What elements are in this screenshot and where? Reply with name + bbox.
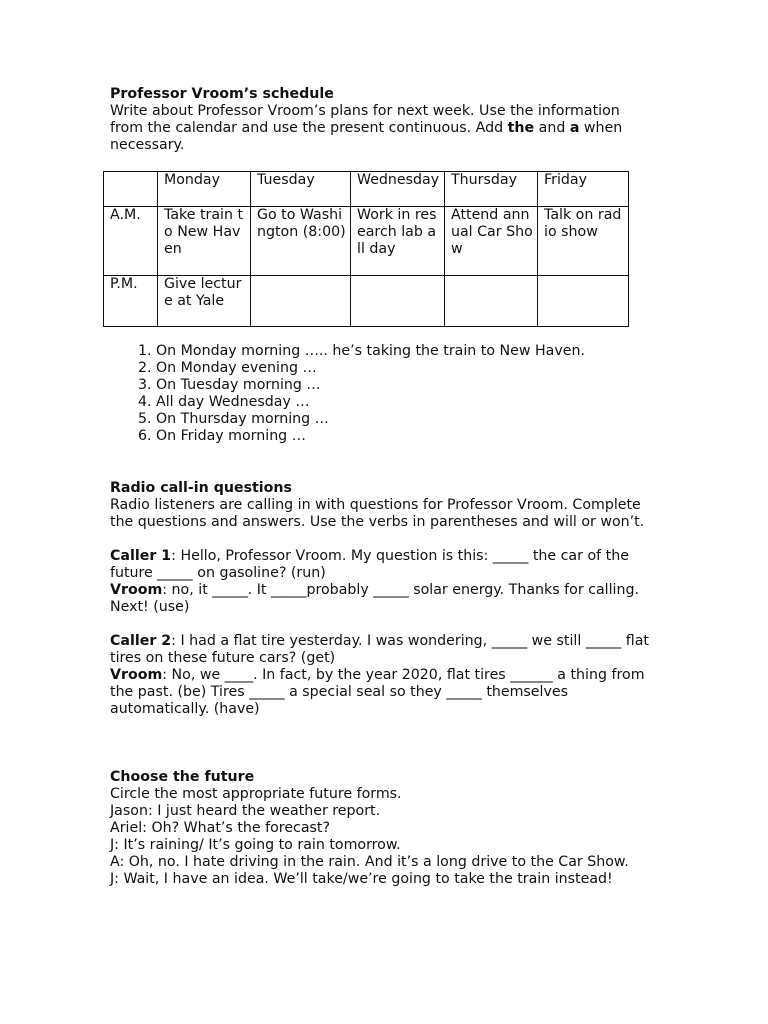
dialogue-line: J: It’s raining/ It’s going to rain tomorrow. bbox=[110, 837, 401, 853]
instructions-and: and bbox=[534, 120, 570, 136]
table-cell: Attend annual Car Show bbox=[445, 207, 538, 276]
table-cell: Take train to New Haven bbox=[158, 207, 251, 276]
list-item: 5. On Thursday morning … bbox=[156, 411, 585, 428]
table-cell bbox=[251, 276, 351, 327]
table-row bbox=[104, 207, 629, 276]
caller1-text: : Hello, Professor Vroom. My question is this: _____ the car of the future _____ on gasoline? (run) bbox=[110, 548, 629, 581]
vroom1-text: : no, it _____. It _____probably _____ solar energy. Thanks for calling. Next! (use) bbox=[110, 582, 639, 615]
vroom2-label: Vroom bbox=[110, 667, 163, 683]
list-item: 6. On Friday morning … bbox=[156, 428, 585, 445]
table-header-row bbox=[104, 172, 629, 207]
caller2-line bbox=[110, 633, 650, 667]
caller1-label: Caller 1 bbox=[110, 548, 172, 564]
schedule-title: Professor Vroom’s schedule bbox=[110, 86, 334, 102]
caller1-line bbox=[110, 548, 650, 582]
exercise-list bbox=[110, 343, 585, 445]
list-item: 2. On Monday evening … bbox=[156, 360, 585, 377]
table-header-cell bbox=[104, 172, 158, 207]
instructions-text: Write about Professor Vroom’s plans for next week. Use the information from the calendar and use the present continuous. Add bbox=[110, 103, 620, 136]
table-header-cell: Tuesday bbox=[251, 172, 351, 207]
vroom1-line bbox=[110, 582, 650, 616]
vroom2-text: : No, we ____. In fact, by the year 2020, flat tires ______ a thing from the past. (be) Tires _____ a special seal so they _____ themselves automatically. (have) bbox=[110, 667, 645, 717]
list-item: 3. On Tuesday morning … bbox=[156, 377, 585, 394]
dialogue-line: Ariel: Oh? What’s the forecast? bbox=[110, 820, 331, 836]
instructions-the: the bbox=[507, 120, 535, 136]
dialogue-line: Circle the most appropriate future forms. bbox=[110, 786, 402, 802]
table-header-cell: Friday bbox=[538, 172, 629, 207]
dialogue-line: Jason: I just heard the weather report. bbox=[110, 803, 381, 819]
caller2-label: Caller 2 bbox=[110, 633, 172, 649]
table-header-cell: Wednesday bbox=[351, 172, 445, 207]
radio-section bbox=[110, 480, 650, 718]
instructions-a: a bbox=[569, 120, 580, 136]
schedule-section bbox=[110, 86, 650, 154]
caller2-text: : I had a flat tire yesterday. I was wondering, _____ we still _____ flat tires on these future cars? (get) bbox=[110, 633, 649, 666]
table-cell bbox=[445, 276, 538, 327]
table-cell bbox=[538, 276, 629, 327]
table-cell: Work in research lab all day bbox=[351, 207, 445, 276]
future-title: Choose the future bbox=[110, 769, 255, 785]
table-cell: A.M. bbox=[104, 207, 158, 276]
future-section bbox=[110, 769, 650, 888]
table-cell: Go to Washington (8:00) bbox=[251, 207, 351, 276]
table-cell: P.M. bbox=[104, 276, 158, 327]
radio-intro: Radio listeners are calling in with questions for Professor Vroom. Complete the questions and answers. Use the verbs in parentheses and will or won’t. bbox=[110, 497, 645, 530]
dialogue-line: A: Oh, no. I hate driving in the rain. And it’s a long drive to the Car Show. bbox=[110, 854, 629, 870]
table-row bbox=[104, 276, 629, 327]
list-item: 1. On Monday morning ….. he’s taking the train to New Haven. bbox=[156, 343, 585, 360]
radio-title: Radio call-in questions bbox=[110, 480, 292, 496]
list-item: 4. All day Wednesday … bbox=[156, 394, 585, 411]
table-header-cell: Monday bbox=[158, 172, 251, 207]
schedule-instructions bbox=[110, 103, 650, 154]
table-header-cell: Thursday bbox=[445, 172, 538, 207]
table-cell bbox=[351, 276, 445, 327]
vroom1-label: Vroom bbox=[110, 582, 163, 598]
table-cell: Give lecture at Yale bbox=[158, 276, 251, 327]
schedule-table bbox=[103, 171, 629, 327]
dialogue-line: J: Wait, I have an idea. We’ll take/we’re going to take the train instead! bbox=[110, 871, 613, 887]
vroom2-line bbox=[110, 667, 650, 718]
table-cell: Talk on radio show bbox=[538, 207, 629, 276]
instructions-end: when necessary. bbox=[110, 120, 623, 153]
